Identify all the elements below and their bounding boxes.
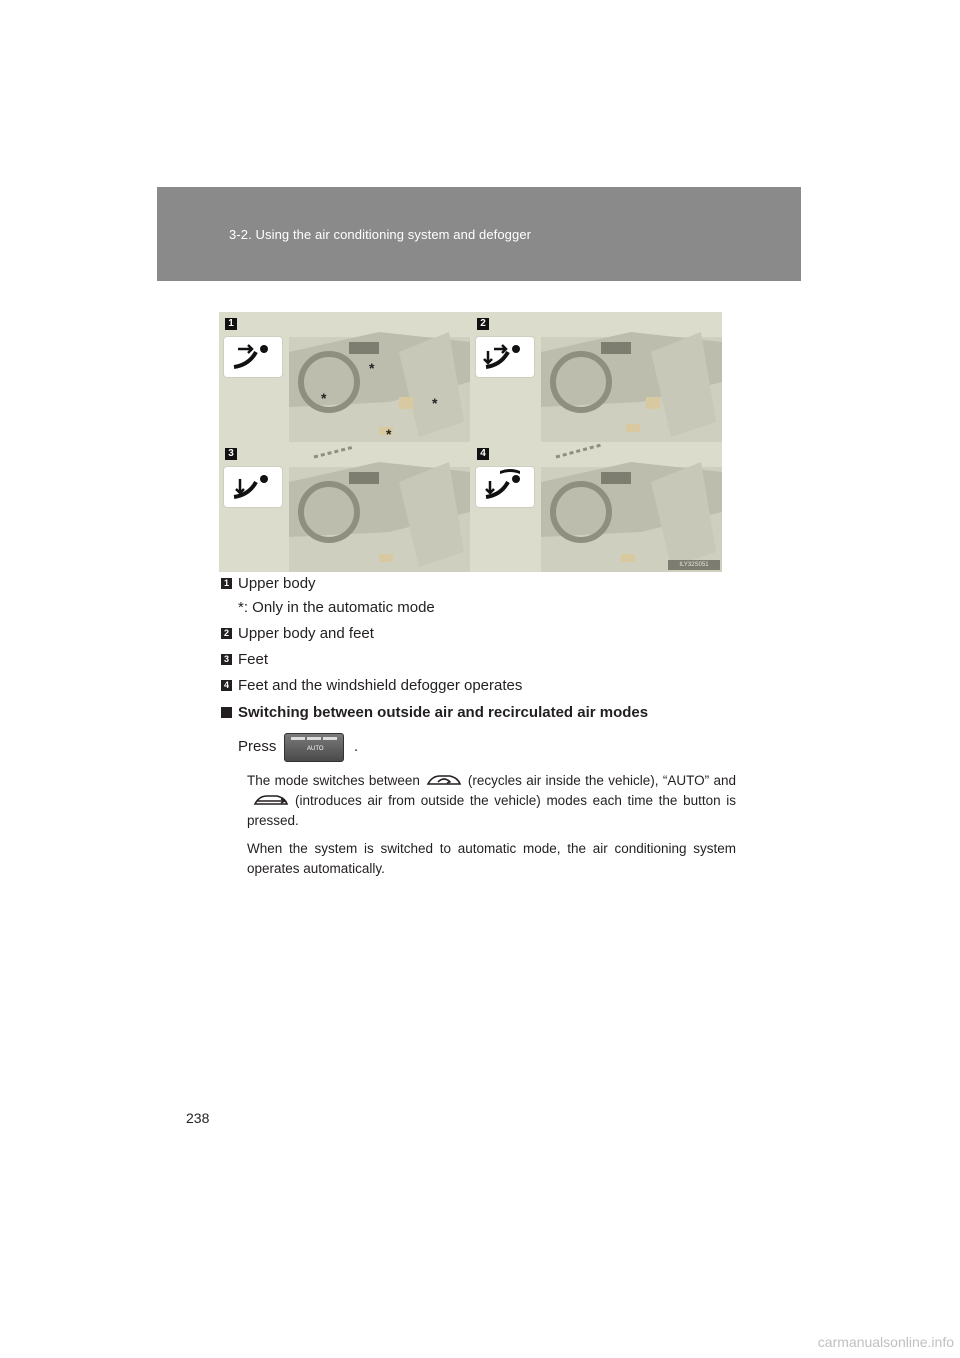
automatic-mark: * bbox=[386, 426, 392, 442]
item-number: 1 bbox=[221, 578, 232, 589]
mode-description: The mode switches between (recycles air inside the vehicle), “AUTO” and(introduces air from outside the vehicle) modes each time the button is pressed. bbox=[247, 773, 736, 828]
panel-number: 2 bbox=[477, 318, 489, 330]
item-label: Upper body and feet bbox=[238, 625, 374, 642]
heading-square-icon bbox=[221, 707, 232, 718]
automatic-mark: * bbox=[369, 360, 375, 376]
automatic-mark: * bbox=[432, 395, 438, 411]
outside-air-icon bbox=[253, 792, 289, 808]
airflow-figure bbox=[219, 312, 722, 572]
panel-1 bbox=[219, 312, 470, 442]
automatic-mode-description: When the system is switched to automatic mode, the air conditioning system operates automatically. bbox=[247, 841, 736, 876]
section-header bbox=[157, 187, 801, 281]
press-suffix: . bbox=[354, 738, 359, 755]
section-heading-text: Switching between outside air and recirculated air modes bbox=[238, 704, 649, 721]
panel-3 bbox=[219, 442, 470, 572]
panel-number: 1 bbox=[225, 318, 237, 330]
item-note: *: Only in the automatic mode bbox=[238, 599, 435, 616]
press-label: Press bbox=[238, 738, 277, 755]
face-and-feet-vent-icon bbox=[475, 336, 535, 378]
footer-watermark: carmanualsonline.info bbox=[817, 1334, 954, 1350]
item-label: Feet bbox=[238, 651, 269, 668]
feet-vent-icon bbox=[223, 466, 283, 508]
item-number: 2 bbox=[221, 628, 232, 639]
panel-number: 3 bbox=[225, 448, 237, 460]
panel-number: 4 bbox=[477, 448, 489, 460]
item-label: Feet and the windshield defogger operates bbox=[238, 677, 523, 694]
automatic-mark: * bbox=[321, 390, 327, 406]
panel-4 bbox=[471, 442, 722, 572]
item-label: Upper body bbox=[238, 575, 316, 592]
feet-and-defogger-vent-icon bbox=[475, 466, 535, 508]
recirculated-air-icon bbox=[426, 772, 462, 788]
face-vent-icon bbox=[223, 336, 283, 378]
section-heading bbox=[221, 704, 648, 721]
item-number: 3 bbox=[221, 654, 232, 665]
item-number: 4 bbox=[221, 680, 232, 691]
page-number: 238 bbox=[186, 1110, 210, 1126]
air-intake-button-image bbox=[284, 733, 344, 762]
section-title: 3-2. Using the air conditioning system and defogger bbox=[229, 227, 532, 242]
panel-2 bbox=[471, 312, 722, 442]
figure-code: ILY32S051 bbox=[668, 560, 720, 570]
button-text: AUTO bbox=[307, 746, 324, 752]
